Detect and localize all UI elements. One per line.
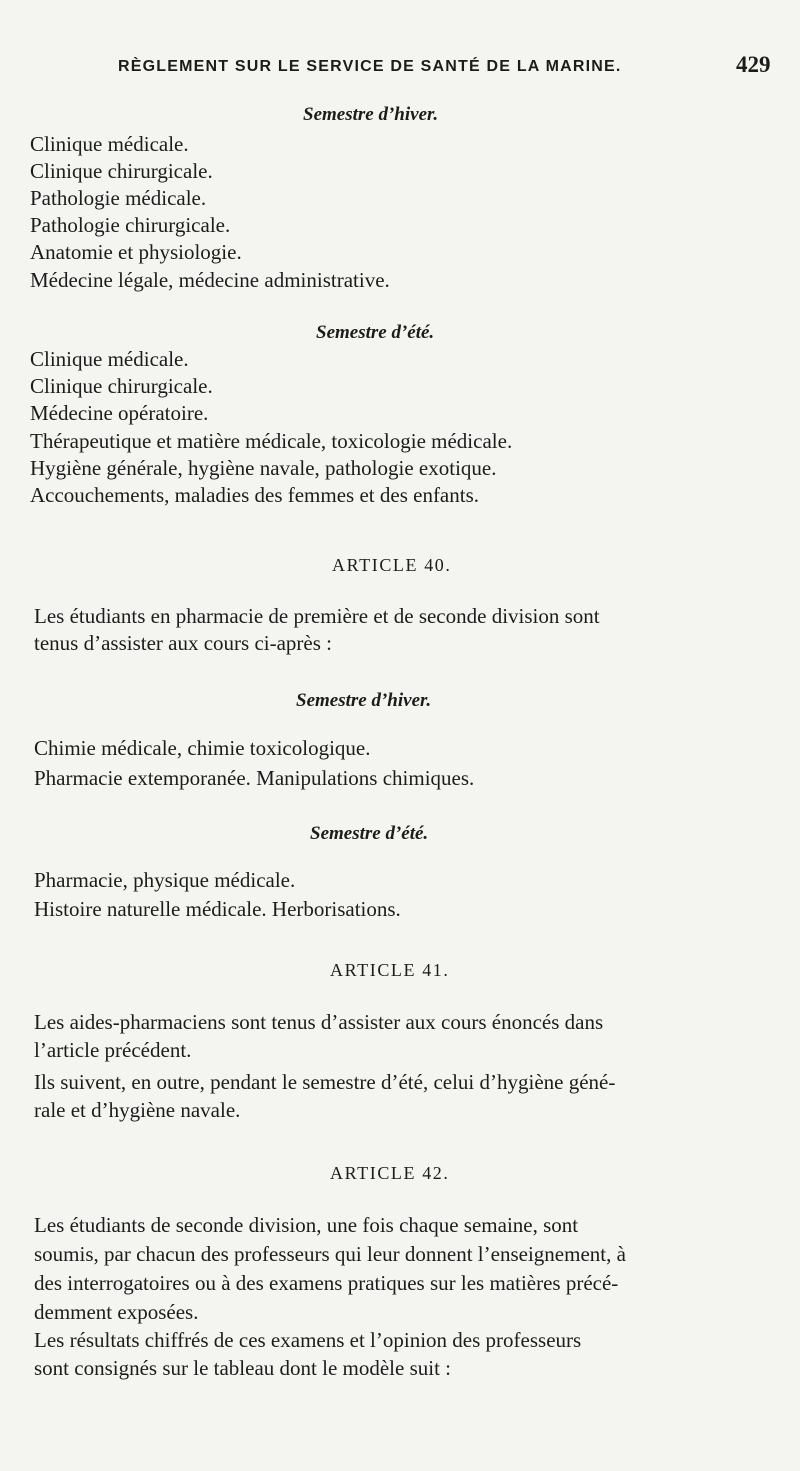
- article-title-41: ARTICLE 41.: [330, 960, 450, 980]
- list-item: Médecine opératoire.: [30, 401, 209, 425]
- page-number: 429: [736, 52, 771, 77]
- list-item: Clinique chirurgicale.: [30, 374, 213, 398]
- paragraph-line: des interrogatoires ou à des examens pratiques sur les matières précé-: [34, 1271, 619, 1295]
- section-heading-winter: Semestre d’hiver.: [296, 690, 432, 711]
- list-item: Anatomie et physiologie.: [30, 240, 242, 264]
- list-item: Pharmacie extemporanée. Manipulations chimiques.: [34, 766, 475, 790]
- paragraph-line: l’article précédent.: [34, 1038, 192, 1062]
- list-item: Histoire naturelle médicale. Herborisations.: [34, 897, 401, 921]
- list-item: Hygiène générale, hygiène navale, pathologie exotique.: [30, 456, 497, 480]
- paragraph-line: demment exposées.: [34, 1300, 199, 1324]
- list-item: Pathologie médicale.: [30, 186, 207, 210]
- list-item: Clinique chirurgicale.: [30, 159, 213, 183]
- paragraph-line: Les étudiants en pharmacie de première et de seconde division sont: [34, 604, 600, 628]
- paragraph-line: rale et d’hygiène navale.: [34, 1098, 241, 1122]
- list-item: Pharmacie, physique médicale.: [34, 868, 296, 892]
- section-heading-winter: Semestre d’hiver.: [303, 104, 439, 125]
- section-heading-summer: Semestre d’été.: [316, 322, 435, 343]
- paragraph-line: Ils suivent, en outre, pendant le semestre d’été, celui d’hygiène géné-: [34, 1070, 616, 1094]
- list-item: Thérapeutique et matière médicale, toxicologie médicale.: [30, 429, 513, 453]
- article-title-40: ARTICLE 40.: [332, 555, 452, 575]
- paragraph-line: Les résultats chiffrés de ces examens et l’opinion des professeurs: [34, 1328, 582, 1352]
- list-item: Accouchements, maladies des femmes et des enfants.: [30, 483, 480, 507]
- list-item: Clinique médicale.: [30, 132, 189, 156]
- list-item: Chimie médicale, chimie toxicologique.: [34, 736, 371, 760]
- paragraph-line: Les aides-pharmaciens sont tenus d’assister aux cours énoncés dans: [34, 1010, 604, 1034]
- paragraph-line: soumis, par chacun des professeurs qui leur donnent l’enseignement, à: [34, 1242, 626, 1266]
- paragraph-line: Les étudiants de seconde division, une fois chaque semaine, sont: [34, 1213, 579, 1237]
- list-item: Clinique médicale.: [30, 347, 189, 371]
- list-item: Médecine légale, médecine administrative.: [30, 268, 390, 292]
- paragraph-line: sont consignés sur le tableau dont le modèle suit :: [34, 1356, 452, 1380]
- article-title-42: ARTICLE 42.: [330, 1163, 450, 1183]
- section-heading-summer: Semestre d’été.: [310, 823, 429, 844]
- running-title: RÈGLEMENT SUR LE SERVICE DE SANTÉ DE LA MARINE.: [118, 58, 622, 75]
- list-item: Pathologie chirurgicale.: [30, 213, 231, 237]
- paragraph-line: tenus d’assister aux cours ci-après :: [34, 631, 332, 655]
